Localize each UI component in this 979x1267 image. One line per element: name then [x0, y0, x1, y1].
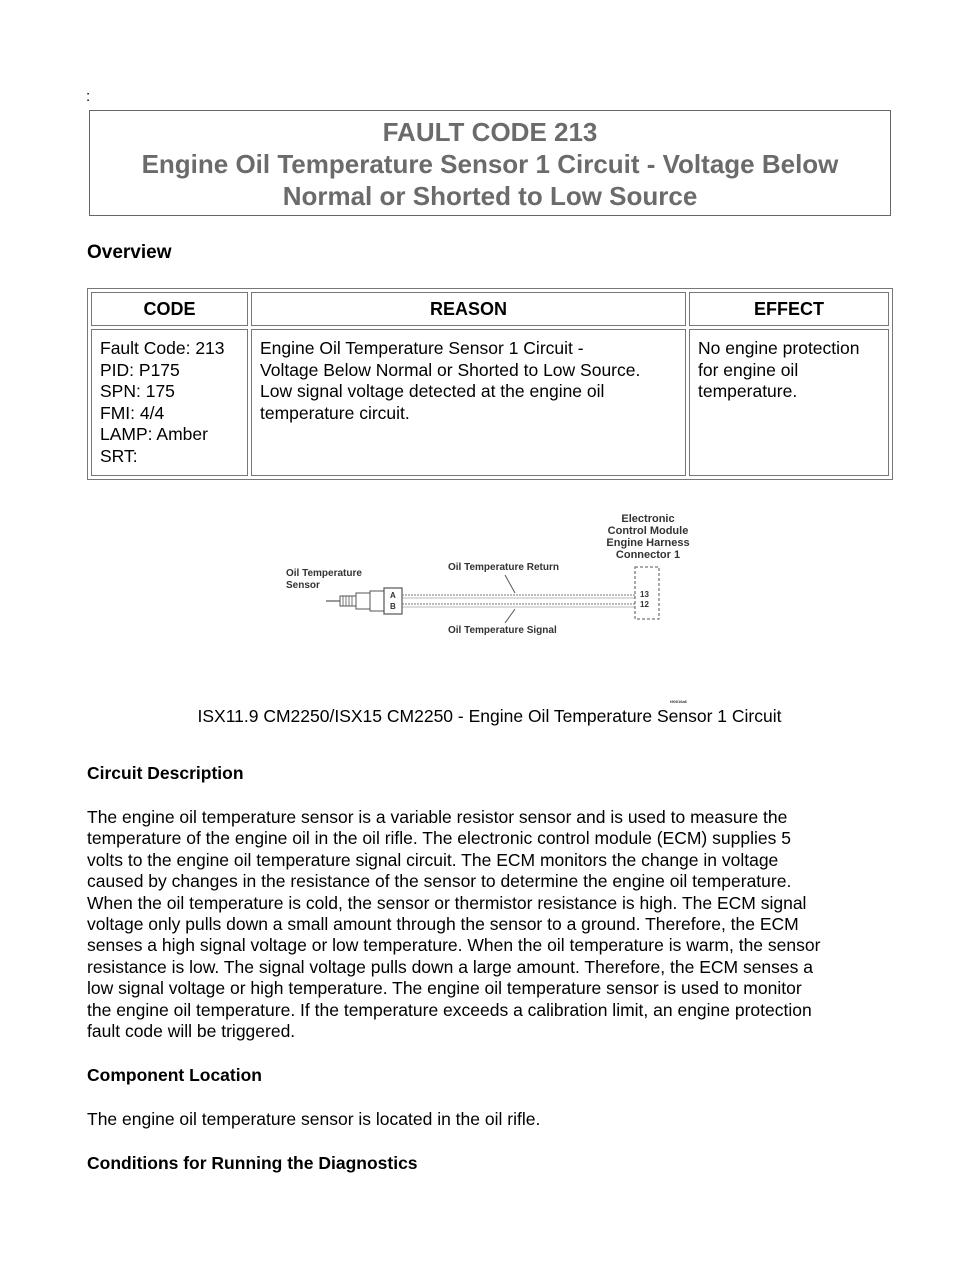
fault-code-subtitle-line1: Engine Oil Temperature Sensor 1 Circuit - Voltage Below: [141, 149, 839, 179]
signal-leader-line: [505, 609, 515, 623]
code-line: LAMP: Amber: [100, 424, 208, 444]
effect-cell: [689, 329, 889, 476]
signal-wire-label: Oil Temperature Signal: [448, 625, 557, 636]
table-header-row: [91, 292, 889, 326]
effect-line: for engine oil: [698, 359, 799, 380]
reason-line: Low signal voltage detected at the engine oil: [260, 381, 605, 401]
paragraph-line: temperature of the engine oil in the oil rifle. The electronic control module (ECM) supplies 5: [87, 828, 791, 849]
circuit-description-text: [87, 807, 897, 1042]
pin-12-label: 12: [640, 600, 649, 609]
pin-13-label: 13: [640, 590, 649, 599]
paragraph-line: voltage only pulls down a small amount through the sensor to a ground. Therefore, the ECM: [87, 914, 799, 935]
column-header-code: CODE: [91, 292, 248, 326]
sensor-hex: [356, 593, 370, 609]
return-wire-label: Oil Temperature Return: [448, 562, 559, 573]
reason-line: Engine Oil Temperature Sensor 1 Circuit -: [260, 338, 584, 358]
page-marker: :: [86, 88, 91, 105]
paragraph-line: the engine oil temperature. If the temperature exceeds a calibration limit, an engine protection: [87, 999, 812, 1020]
code-line: FMI: 4/4: [100, 402, 165, 423]
fault-code-title-box: [89, 110, 891, 216]
sensor-connector-body: [370, 591, 384, 611]
table-row: [91, 329, 889, 476]
circuit-diagram: [280, 505, 710, 705]
fault-code-subtitle-line2: Normal or Shorted to Low Source: [282, 181, 698, 211]
sensor-threads: [340, 596, 356, 606]
paragraph-line: caused by changes in the resistance of the sensor to determine the engine oil temperature.: [87, 871, 792, 892]
sensor-label-line: Sensor: [286, 580, 320, 591]
code-line: Fault Code: 213: [100, 338, 225, 358]
code-line: SPN: 175: [100, 381, 175, 401]
paragraph-line: When the oil temperature is cold, the sensor or thermistor resistance is high. The ECM signal: [87, 892, 807, 913]
circuit-description-heading: Circuit Description: [87, 763, 244, 783]
column-header-effect: EFFECT: [689, 292, 889, 326]
ecm-label-line: Electronic: [621, 513, 675, 525]
ecm-label-line: Engine Harness: [606, 537, 690, 549]
component-location-text: The engine oil temperature sensor is located in the oil rifle.: [87, 1109, 541, 1129]
code-line: PID: P175: [100, 359, 180, 380]
effect-line: No engine protection: [698, 338, 860, 358]
figure-reference-code: t90016a6: [670, 699, 687, 704]
ecm-label-line: Connector 1: [615, 549, 681, 561]
code-cell: [91, 329, 248, 476]
reason-cell: [251, 329, 686, 476]
overview-table: [87, 288, 893, 480]
pin-a-label: A: [390, 591, 396, 600]
sensor-label-line: Oil Temperature: [286, 568, 362, 579]
column-header-reason: REASON: [251, 292, 686, 326]
effect-line: temperature.: [698, 381, 798, 401]
overview-heading: Overview: [87, 242, 172, 263]
paragraph-line: volts to the engine oil temperature signal circuit. The ECM monitors the change in voltage: [87, 849, 779, 870]
code-line: SRT:: [100, 445, 138, 466]
reason-line: temperature circuit.: [260, 402, 410, 423]
conditions-heading: Conditions for Running the Diagnostics: [87, 1153, 418, 1173]
return-leader-line: [505, 575, 515, 593]
pin-b-label: B: [390, 602, 396, 611]
ecm-label-line: Control Module: [607, 525, 689, 537]
fault-code-title: FAULT CODE 213: [382, 117, 598, 147]
paragraph-line: The engine oil temperature sensor is a variable resistor sensor and is used to measure the: [87, 807, 788, 827]
paragraph-line: fault code will be triggered.: [87, 1021, 296, 1042]
reason-line: Voltage Below Normal or Shorted to Low Source.: [260, 359, 641, 380]
paragraph-line: low signal voltage or high temperature. The engine oil temperature sensor is used to monitor: [87, 978, 802, 999]
component-location-heading: Component Location: [87, 1065, 262, 1085]
figure-caption: ISX11.9 CM2250/ISX15 CM2250 - Engine Oil Temperature Sensor 1 Circuit: [197, 706, 782, 726]
paragraph-line: senses a high signal voltage or low temperature. When the oil temperature is warm, the sensor: [87, 935, 821, 956]
paragraph-line: resistance is low. The signal voltage pulls down a large amount. Therefore, the ECM senses a: [87, 956, 813, 977]
